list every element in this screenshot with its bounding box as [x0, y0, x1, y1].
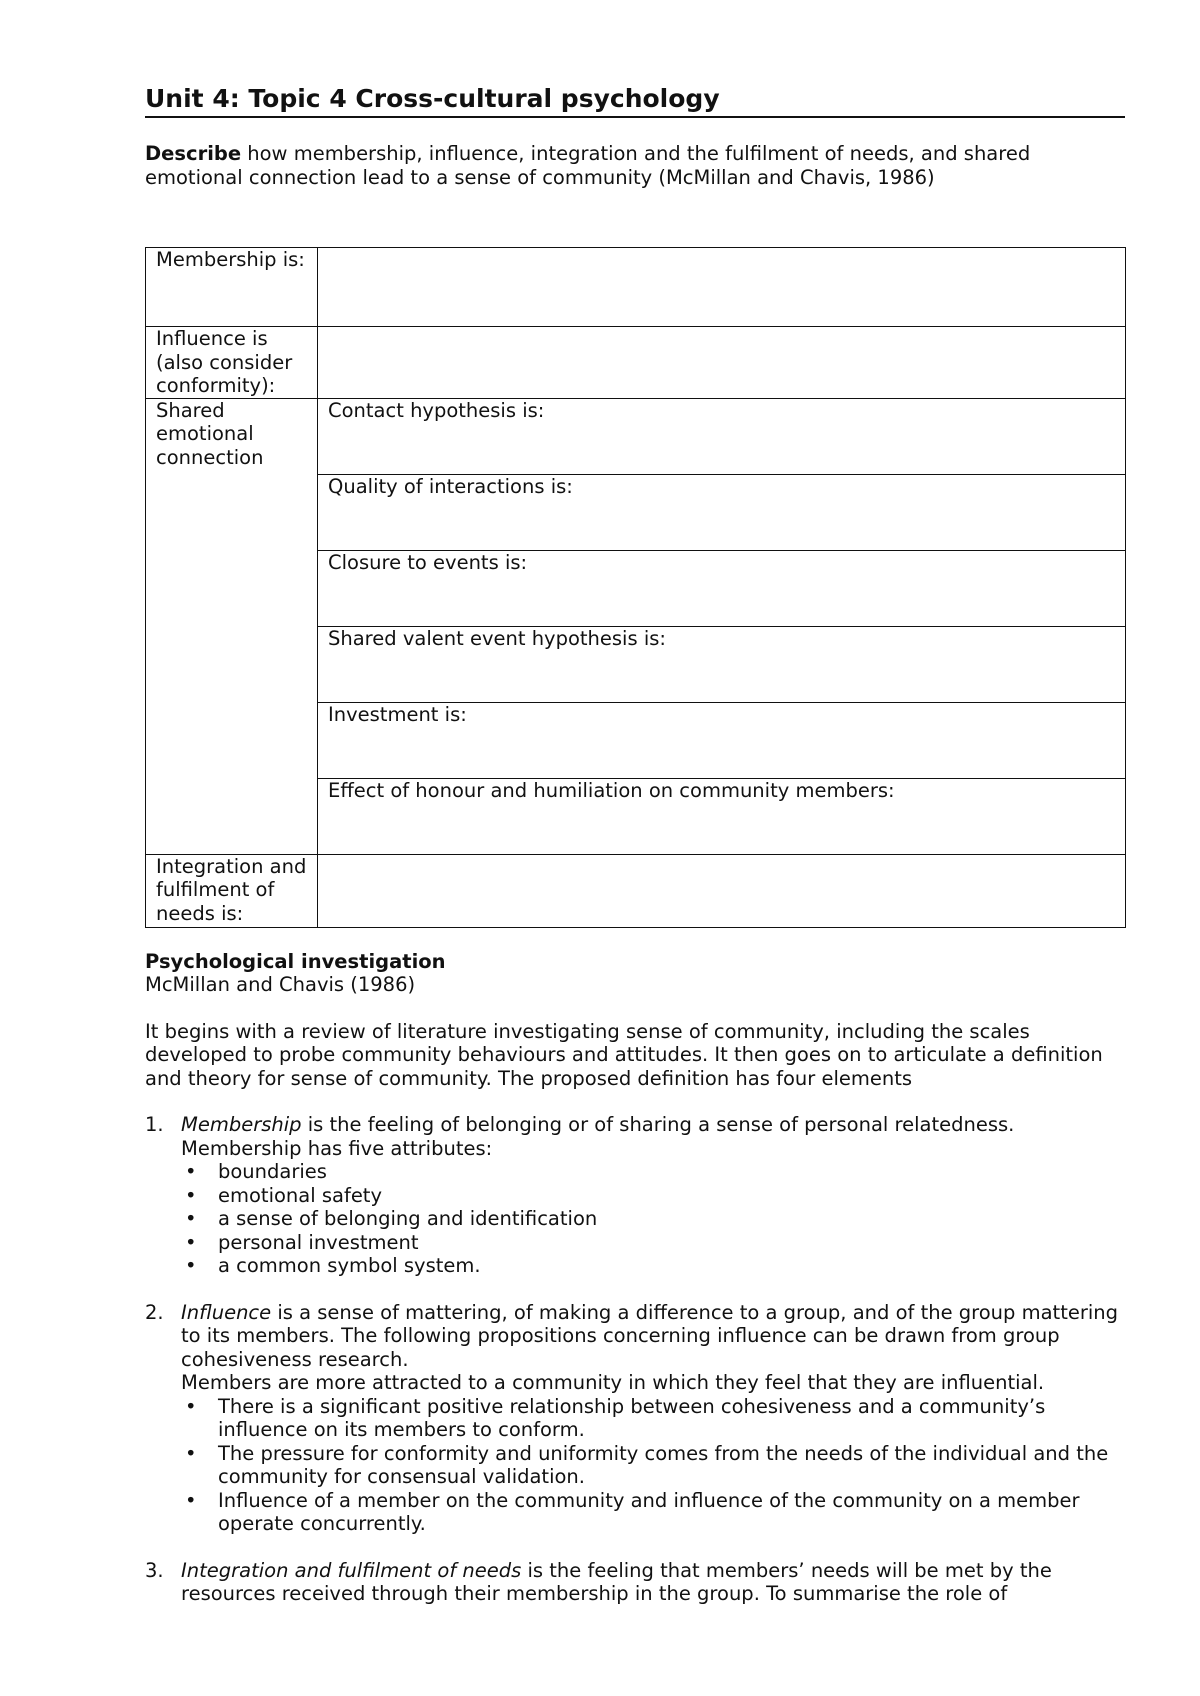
influence-label: Influence is (also consider conformity): [146, 327, 318, 399]
document-page [145, 84, 1125, 1629]
list-item: • a common symbol system. [185, 1254, 481, 1277]
shared-emotional-label: Shared emotional connection [146, 398, 318, 854]
table-row [146, 327, 1126, 399]
membership-label: Membership is: [146, 248, 318, 327]
list-item: • a sense of belonging and identification [185, 1207, 598, 1230]
intro-paragraph [145, 142, 1125, 189]
honour-humiliation-cell[interactable]: Effect of honour and humiliation on community members: [318, 778, 1126, 854]
list-item: 3. Integration and fulfilment of needs is the feeling that members’ needs will be met by the resources received through their membership in the group. To summarise the role of [145, 1558, 1052, 1605]
term-membership: Membership [181, 1113, 302, 1136]
intro-bold: Describe [145, 142, 242, 165]
worksheet-table [145, 247, 1126, 928]
elements-list [145, 1113, 1125, 1606]
list-item: 1. Membership is the feeling of belonging or of sharing a sense of personal relatedness. Membership has five attributes: • boundaries • emotional safety • a sense of belonging and identification • personal investment • a common symbol system. [145, 1113, 1125, 1278]
membership-answer-cell[interactable] [318, 248, 1126, 327]
intro-text: how membership, influence, integration and the fulfilment of needs, and shared emotional connection lead to a sense of community (McMillan and Chavis, 1986) [145, 142, 1031, 189]
integration-label: Integration and fulfilment of needs is: [146, 854, 318, 927]
list-item: • personal investment [185, 1230, 419, 1254]
body-paragraph: It begins with a review of literature investigating sense of community, including the scales developed to probe community behaviours and attitudes. It then goes on to articulate a definition and theory for sense of community. The proposed definition has four elements [145, 1019, 1103, 1090]
list-item: • emotional safety [185, 1183, 382, 1207]
list-item: 2. Influence is a sense of mattering, of making a difference to a group, and of the group mattering to its members. The following propositions concerning influence can be drawn from group cohesiveness research. Members are more attracted to a community in which they feel that they are influential. • There is a significant positive relationship between cohesiveness and a community’s influence on its members to conform. • The pressure for conformity and uniformity comes from the needs of the individual and the community for consensual validation. • Influence of a member on the community and influence of the community on a member operate concurrently. [145, 1301, 1125, 1536]
list-item: • The pressure for conformity and uniformity comes from the needs of the individual and the community for consensual validation. [185, 1441, 1109, 1488]
closure-events-cell[interactable]: Closure to events is: [318, 550, 1126, 626]
term-integration: Integration and fulfilment of needs [181, 1558, 522, 1582]
table-row [146, 854, 1126, 927]
contact-hypothesis-cell[interactable]: Contact hypothesis is: [318, 398, 1126, 474]
influence-propositions [181, 1395, 1125, 1536]
page-title: Unit 4: Topic 4 Cross-cultural psychology [145, 84, 1125, 118]
list-item: • There is a significant positive relationship between cohesiveness and a community’s influence on its members to conform. [185, 1394, 1046, 1441]
term-influence: Influence [181, 1300, 272, 1324]
list-item: • boundaries [185, 1160, 327, 1183]
table-row [146, 398, 1126, 474]
quality-interactions-cell[interactable]: Quality of interactions is: [318, 474, 1126, 550]
table-row [146, 248, 1126, 327]
section-heading: Psychological investigation [145, 949, 446, 973]
list-item: • Influence of a member on the community and influence of the community on a member operate concurrently. [185, 1488, 1080, 1535]
shared-valent-cell[interactable]: Shared valent event hypothesis is: [318, 626, 1126, 702]
membership-attributes [181, 1160, 1125, 1278]
influence-answer-cell[interactable] [318, 327, 1126, 399]
investment-cell[interactable]: Investment is: [318, 702, 1126, 778]
integration-answer-cell[interactable] [318, 854, 1126, 927]
citation: McMillan and Chavis (1986) [145, 973, 416, 996]
